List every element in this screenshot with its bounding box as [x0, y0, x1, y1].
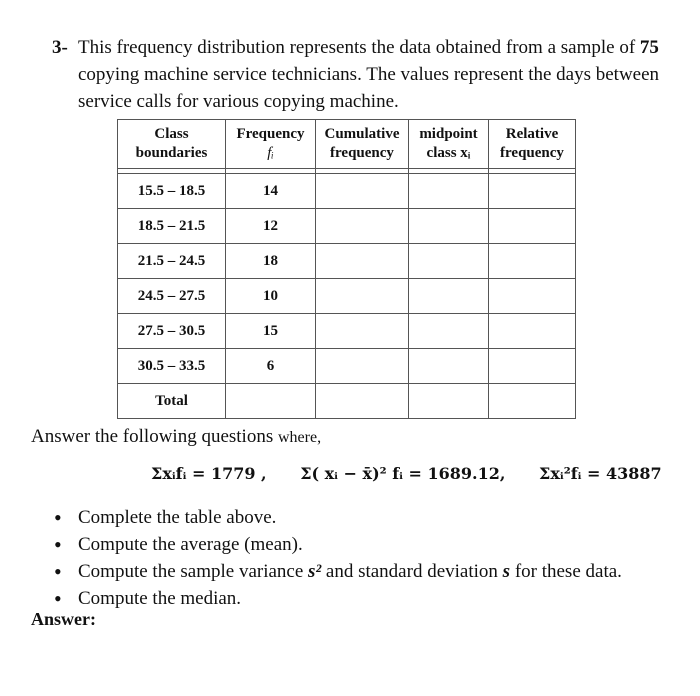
- frequency-table: [117, 119, 576, 419]
- list-item: • Compute the median.: [52, 585, 622, 612]
- empty-cell[interactable]: [226, 384, 316, 419]
- header-cumulative-frequency: Cumulative frequency: [316, 120, 409, 169]
- formula-sum-x2f: Σxᵢ²fᵢ = 43887: [539, 464, 662, 483]
- empty-cell[interactable]: [316, 279, 409, 314]
- sample-size: 75: [639, 37, 659, 58]
- header-relative-frequency: Relative frequency: [489, 120, 576, 169]
- formula-sum-xf: Σxᵢfᵢ = 1779 ,: [151, 464, 267, 483]
- table-row: 15.5 – 18.5 14: [118, 174, 576, 209]
- table-row: 21.5 – 24.5 18: [118, 244, 576, 279]
- problem-number: 3-: [52, 37, 68, 58]
- table-row: 24.5 – 27.5 10: [118, 279, 576, 314]
- list-item: • Compute the average (mean).: [52, 531, 622, 558]
- empty-cell[interactable]: [316, 349, 409, 384]
- table-row: 30.5 – 33.5 6: [118, 349, 576, 384]
- total-row: [118, 384, 576, 419]
- table-row: 27.5 – 30.5 15: [118, 314, 576, 349]
- answer-intro: Answer the following questions where,: [31, 426, 322, 447]
- empty-cell[interactable]: [409, 174, 489, 209]
- empty-cell[interactable]: [489, 279, 576, 314]
- formula-sum-squared-deviation: Σ( xᵢ − x̄)² fᵢ = 1689.12,: [300, 464, 506, 483]
- task-list: [52, 504, 622, 612]
- empty-cell[interactable]: [489, 174, 576, 209]
- table-header-row: [118, 120, 576, 169]
- list-item: • Compute the sample variance s² and standard deviation s for these data.: [52, 558, 622, 585]
- empty-cell[interactable]: [489, 244, 576, 279]
- empty-cell[interactable]: [316, 174, 409, 209]
- empty-cell[interactable]: [489, 384, 576, 419]
- header-class-boundaries: Class boundaries: [118, 120, 226, 169]
- empty-cell[interactable]: [409, 349, 489, 384]
- empty-cell[interactable]: [316, 314, 409, 349]
- empty-cell[interactable]: [409, 279, 489, 314]
- header-midpoint: midpoint class xᵢ: [409, 120, 489, 169]
- header-frequency: Frequency fᵢ: [226, 120, 316, 169]
- list-item: • Complete the table above.: [52, 504, 622, 531]
- empty-cell[interactable]: [409, 209, 489, 244]
- empty-cell[interactable]: [409, 244, 489, 279]
- empty-cell[interactable]: [316, 209, 409, 244]
- total-label: Total: [118, 384, 226, 419]
- empty-cell[interactable]: [489, 349, 576, 384]
- empty-cell[interactable]: [409, 314, 489, 349]
- empty-cell[interactable]: [316, 384, 409, 419]
- problem-statement: [52, 34, 672, 115]
- problem-text: This frequency distribution represents the data obtained from a sample of 75 copying machine service technicians. The values represent the days between service calls for various copying machine.: [78, 37, 660, 112]
- table-row: 18.5 – 21.5 12: [118, 209, 576, 244]
- empty-cell[interactable]: [489, 209, 576, 244]
- answer-label: Answer:: [31, 609, 96, 629]
- empty-cell[interactable]: [316, 244, 409, 279]
- empty-cell[interactable]: [489, 314, 576, 349]
- given-formulas: [151, 464, 690, 483]
- empty-cell[interactable]: [409, 384, 489, 419]
